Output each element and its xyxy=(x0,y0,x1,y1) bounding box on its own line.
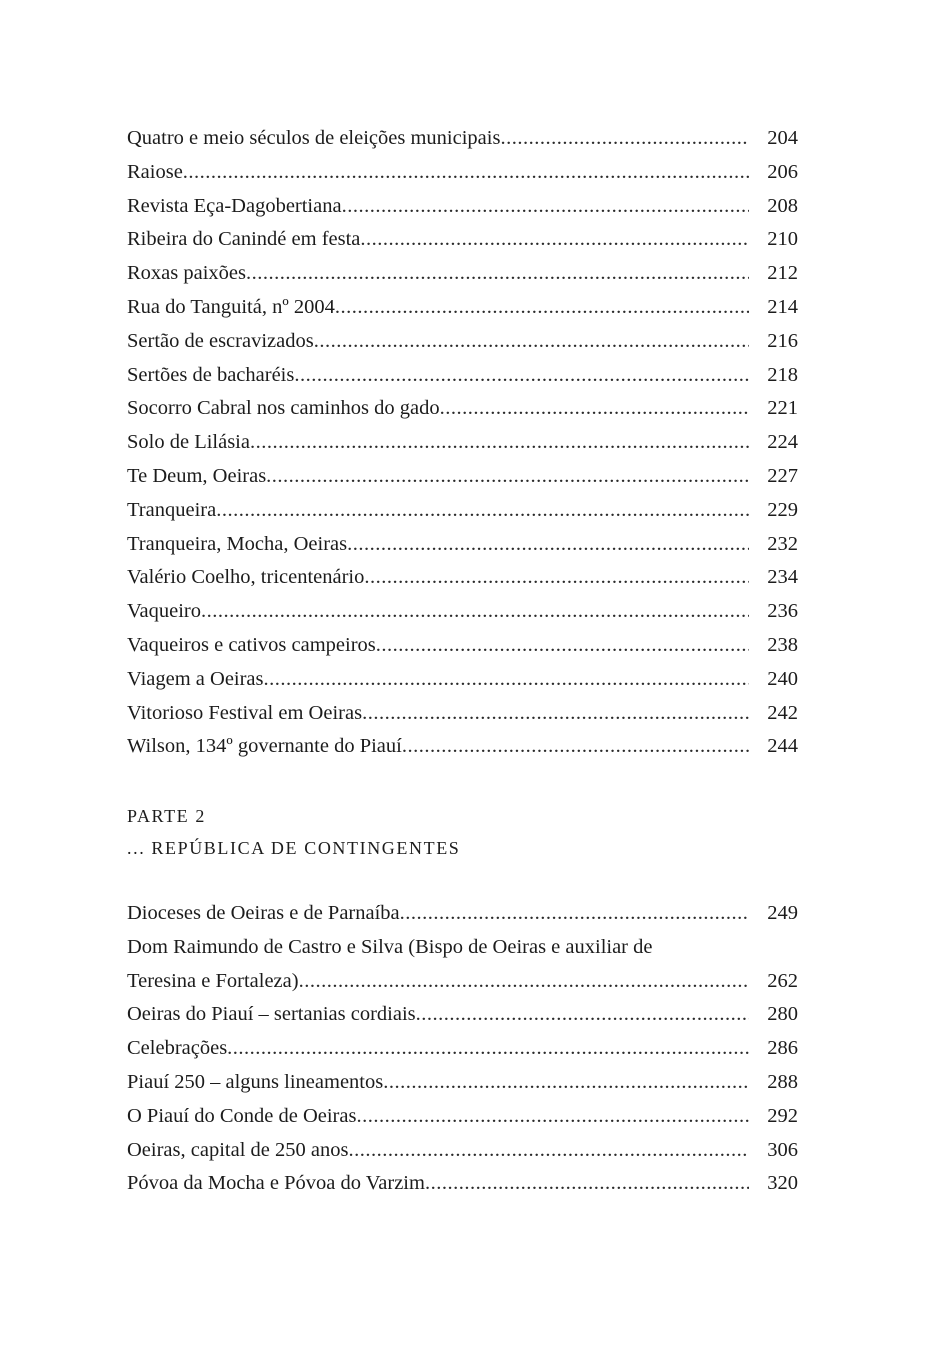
toc-entry-title: Celebrações xyxy=(127,1037,228,1060)
leader-dots xyxy=(342,190,750,224)
toc-entry-page: 288 xyxy=(767,1070,798,1093)
toc-entry-title: Oeiras, capital de 250 anos xyxy=(127,1138,349,1161)
toc-entry-page: 214 xyxy=(767,295,798,318)
toc-entry xyxy=(127,122,798,156)
toc-entry-title: Te Deum, Oeiras xyxy=(127,464,267,487)
toc-entry-title: Piauí 250 – alguns lineamentos xyxy=(127,1070,384,1093)
toc-entry xyxy=(127,1100,798,1134)
toc-entry-page: 306 xyxy=(767,1138,798,1161)
toc-entry-title: O Piauí do Conde de Oeiras xyxy=(127,1104,357,1127)
leader-dots xyxy=(416,998,750,1032)
toc-entry-page: 236 xyxy=(767,600,798,623)
toc-entry-title: Sertões de bacharéis xyxy=(127,363,295,386)
toc-entry-page: 238 xyxy=(767,633,798,656)
toc-entry-title: Vaqueiro xyxy=(127,600,202,623)
leader-dots xyxy=(376,629,749,663)
toc-entry-page: 249 xyxy=(767,902,798,924)
toc-entry-title: Rua do Tanguitá, nº 2004 xyxy=(127,295,335,318)
toc-entry-page: 229 xyxy=(767,498,798,521)
toc-entry-page: 221 xyxy=(767,397,798,420)
leader-dots xyxy=(347,528,749,562)
leader-dots xyxy=(364,561,749,595)
toc-entry-title: Póvoa da Mocha e Póvoa do Varzim xyxy=(127,1172,425,1195)
toc-list-part2 xyxy=(127,897,798,1201)
leader-dots xyxy=(227,1032,749,1066)
toc-entry-page: 320 xyxy=(767,1172,798,1195)
leader-dots xyxy=(335,291,749,325)
toc-entry xyxy=(127,426,798,460)
leader-dots xyxy=(402,730,749,764)
part-title: ... REPÚBLICA DE CONTINGENTES xyxy=(127,838,461,858)
leader-dots xyxy=(266,460,749,494)
toc-entry-page: 286 xyxy=(767,1037,798,1060)
toc-entry xyxy=(127,697,798,731)
toc-entry xyxy=(127,325,798,359)
leader-dots xyxy=(440,392,750,426)
leader-dots xyxy=(500,122,749,156)
toc-entry-page: 210 xyxy=(767,228,798,251)
leader-dots xyxy=(246,257,749,291)
toc-entry-page: 206 xyxy=(767,160,798,183)
toc-entry-title: Viagem a Oeiras xyxy=(127,667,264,690)
leader-dots xyxy=(383,1066,749,1100)
toc-entry-page: 218 xyxy=(767,363,798,386)
leader-dots xyxy=(360,223,749,257)
toc-entry xyxy=(127,1066,798,1100)
toc-entry xyxy=(127,223,798,257)
leader-dots xyxy=(299,965,750,999)
toc-entry xyxy=(127,931,798,999)
toc-entry-page: 224 xyxy=(767,431,798,454)
toc-entry-page: 244 xyxy=(767,735,798,758)
toc-entry xyxy=(127,359,798,393)
toc-entry xyxy=(127,998,798,1032)
toc-entry-page: 292 xyxy=(767,1104,798,1127)
toc-entry-title: Oeiras do Piauí – sertanias cordiais xyxy=(127,1003,416,1026)
toc-list-part1 xyxy=(127,122,798,764)
toc-entry-title: Solo de Lilásia xyxy=(127,431,250,454)
toc-entry-title: Valério Coelho, tricentenário xyxy=(127,566,365,589)
toc-entry-title: Vitorioso Festival em Oeiras xyxy=(127,701,363,724)
leader-dots xyxy=(264,663,750,697)
toc-entry xyxy=(127,1134,798,1168)
toc-entry-page: 204 xyxy=(767,127,798,149)
toc-entry xyxy=(127,156,798,190)
leader-dots xyxy=(314,325,750,359)
leader-dots xyxy=(362,697,749,731)
leader-dots xyxy=(201,595,749,629)
toc-entry-title: Tranqueira, Mocha, Oeiras xyxy=(127,532,348,555)
toc-entry-page: 216 xyxy=(767,329,798,352)
toc-entry-title: Roxas paixões xyxy=(127,262,246,285)
toc-entry xyxy=(127,528,798,562)
part-number: PARTE 2 xyxy=(127,806,206,826)
leader-dots xyxy=(356,1100,749,1134)
toc-entry xyxy=(127,460,798,494)
toc-entry xyxy=(127,257,798,291)
leader-dots xyxy=(348,1134,749,1168)
leader-dots xyxy=(250,426,749,460)
toc-entry-title: Dioceses de Oeiras e de Parnaíba xyxy=(127,902,400,924)
toc-entry-page: 227 xyxy=(767,464,798,487)
toc-entry-title: Socorro Cabral nos caminhos do gado xyxy=(127,397,440,420)
toc-entry-title-line2: Teresina e Fortaleza) xyxy=(127,969,299,992)
part-heading xyxy=(127,800,460,864)
toc-entry xyxy=(127,595,798,629)
toc-entry xyxy=(127,392,798,426)
leader-dots xyxy=(294,359,749,393)
toc-entry-title: Ribeira do Canindé em festa xyxy=(127,228,361,251)
toc-entry xyxy=(127,494,798,528)
toc-entry xyxy=(127,561,798,595)
toc-entry-page: 262 xyxy=(767,969,798,992)
toc-entry-title: Vaqueiros e cativos campeiros xyxy=(127,633,376,656)
leader-dots xyxy=(216,494,749,528)
toc-entry-page: 280 xyxy=(767,1003,798,1026)
toc-entry-title-line1: Dom Raimundo de Castro e Silva (Bispo de Oeiras e auxiliar de xyxy=(127,935,653,958)
toc-entry xyxy=(127,663,798,697)
toc-entry-title: Revista Eça-Dagobertiana xyxy=(127,194,342,217)
toc-entry-page: 232 xyxy=(767,532,798,555)
toc-entry xyxy=(127,1032,798,1066)
toc-entry-page: 242 xyxy=(767,701,798,724)
leader-dots xyxy=(400,897,750,931)
toc-entry-title: Raiose xyxy=(127,160,183,183)
toc-entry xyxy=(127,291,798,325)
toc-entry-page: 240 xyxy=(767,667,798,690)
toc-entry xyxy=(127,730,798,764)
toc-entry xyxy=(127,629,798,663)
toc-entry-title: Tranqueira xyxy=(127,498,217,521)
toc-entry xyxy=(127,190,798,224)
leader-dots xyxy=(183,156,749,190)
toc-entry-page: 234 xyxy=(767,566,798,589)
toc-entry-title: Sertão de escravizados xyxy=(127,329,314,352)
toc-entry xyxy=(127,1167,798,1201)
toc-entry-title: Wilson, 134º governante do Piauí xyxy=(127,735,402,758)
toc-entry-title: Quatro e meio séculos de eleições municipais xyxy=(127,127,501,149)
toc-entry-page: 208 xyxy=(767,194,798,217)
leader-dots xyxy=(425,1167,749,1201)
toc-entry xyxy=(127,897,798,931)
toc-entry-page: 212 xyxy=(767,262,798,285)
